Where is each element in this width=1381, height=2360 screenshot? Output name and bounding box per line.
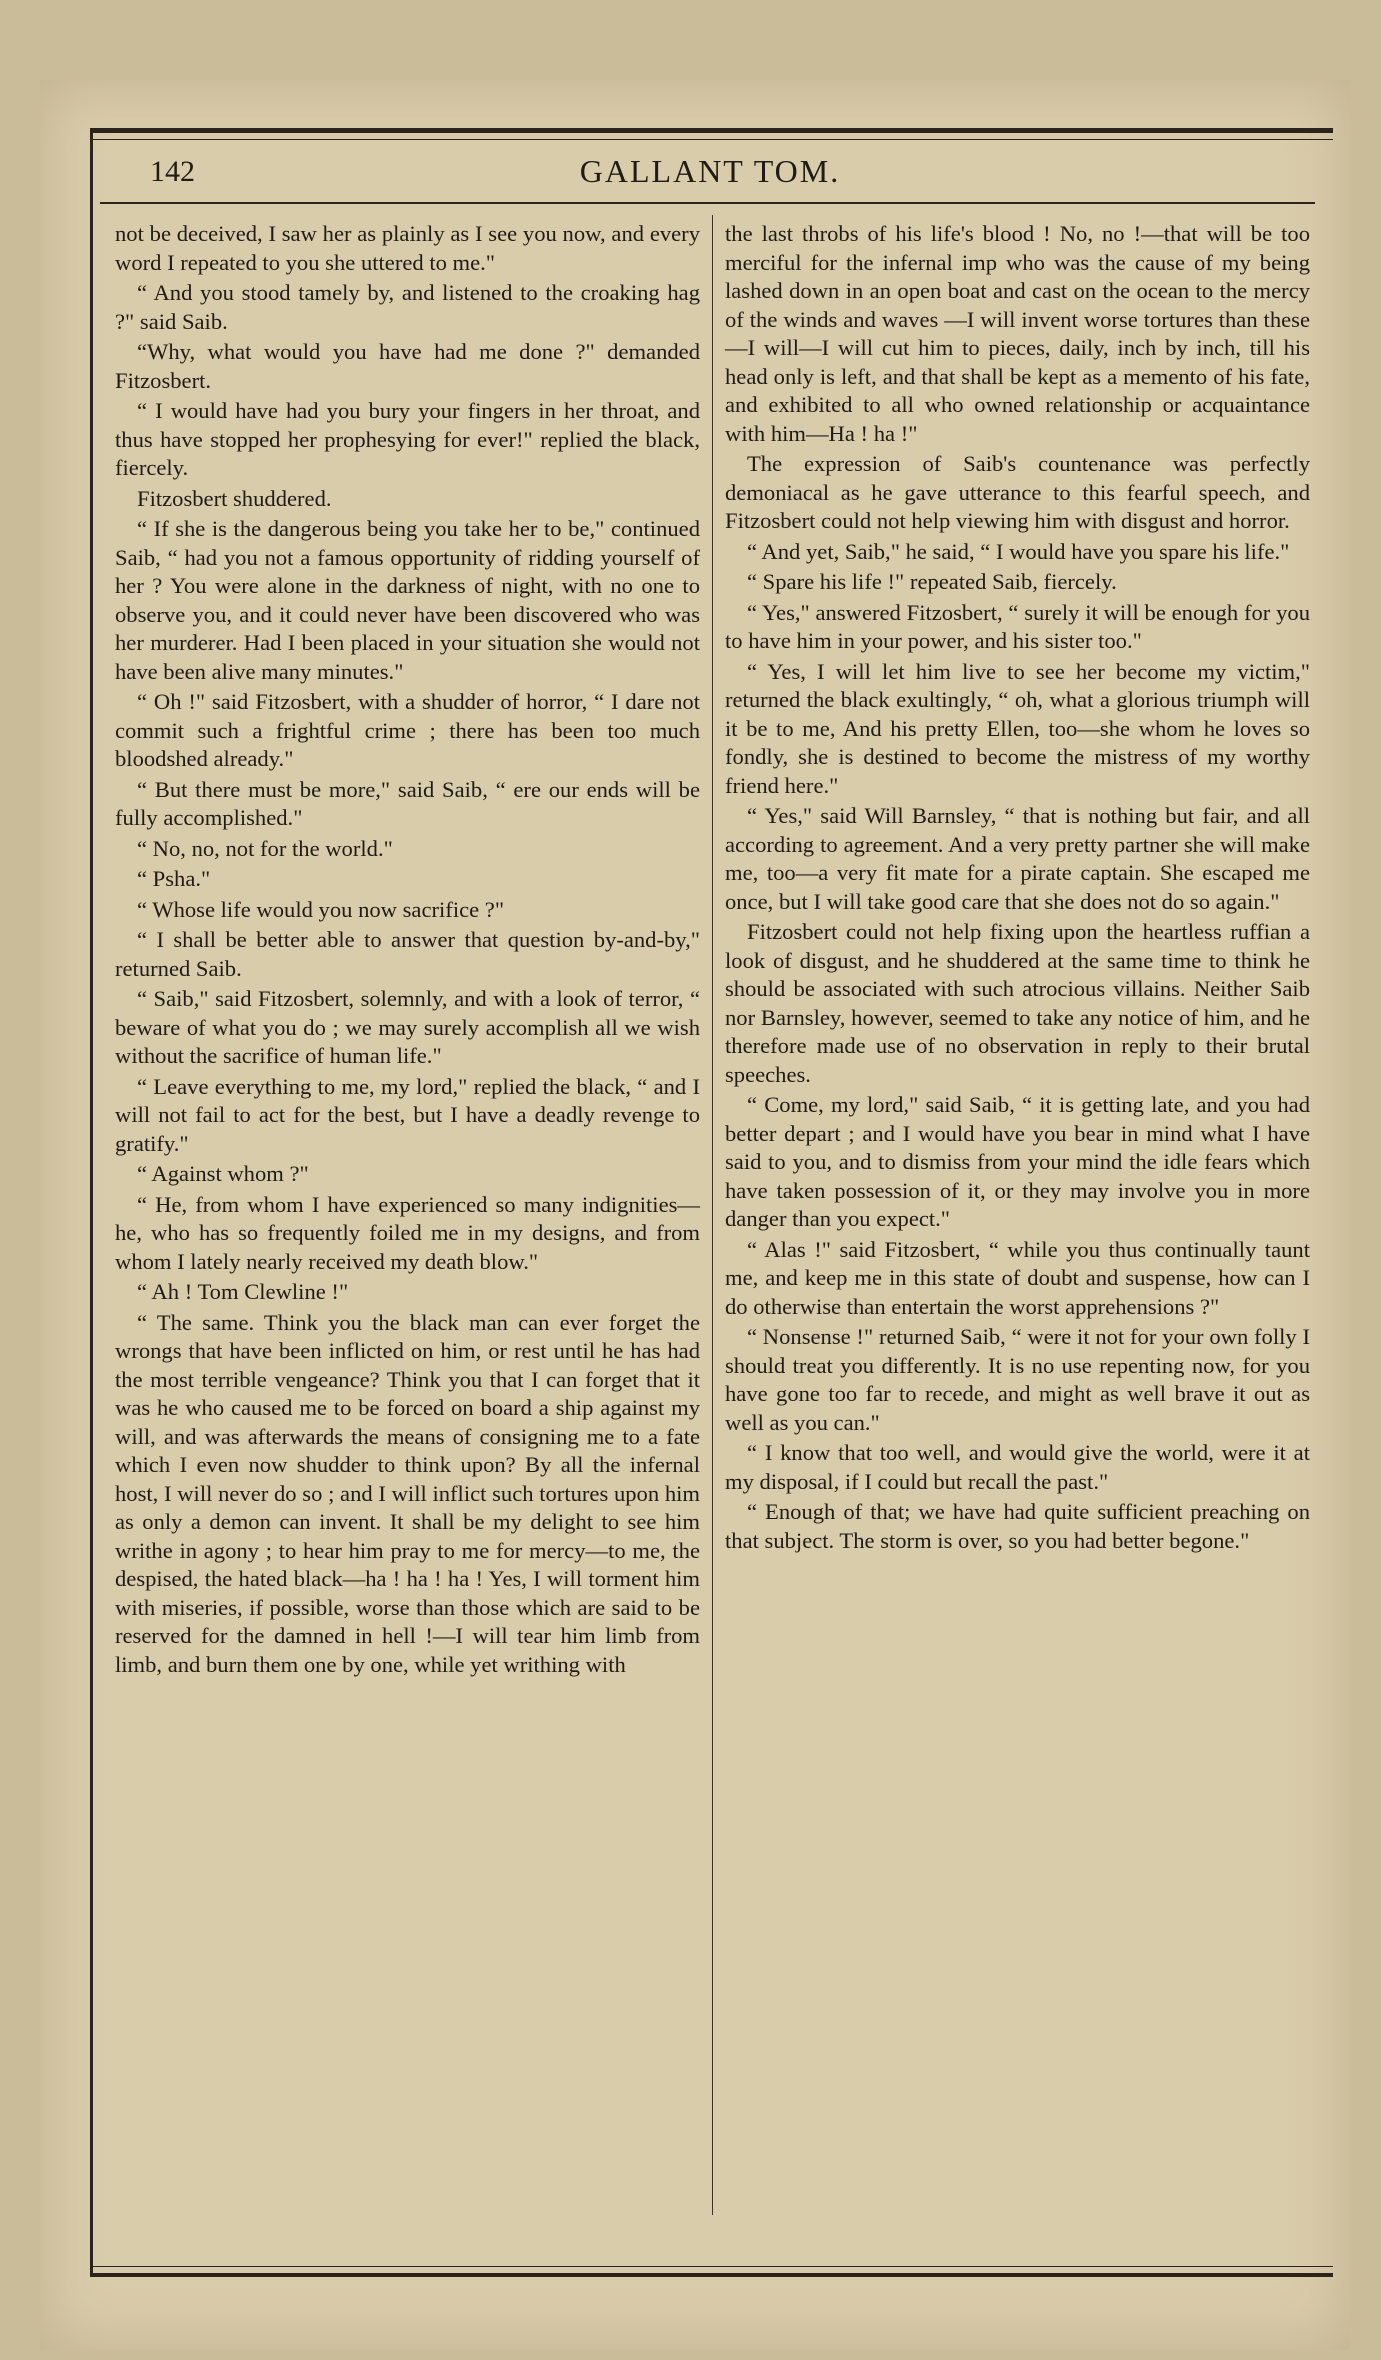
paragraph: The expression of Saib's countenance was perfectly demoniacal as he gave utterance to this fearful speech, and Fitzosbert could not help viewing him with disgust and horror. (725, 451, 1310, 533)
paragraph: “ Enough of that; we have had quite sufficient preaching on that subject. The storm is over, so you had better begone." (725, 1499, 1310, 1553)
paragraph: “ Yes, I will let him live to see her become my victim," returned the black exultingly, “ oh, what a glorious triumph will it be to me, And his pretty Ellen, too—she whom he loves so fondly, she is destined to become the mistress of my worthy friend here." (725, 658, 1310, 798)
paragraph: “ I know that too well, and would give the world, were it at my disposal, if I could but recall the past." (725, 1440, 1310, 1494)
paragraph: “ Yes," said Will Barnsley, “ that is nothing but fair, and all according to agreement. And a very pretty partner she will make me, too—a very fit mate for a pirate captain. She escaped me once, but I will take good care that she does not do so again." (725, 803, 1310, 914)
header-rule (100, 202, 1315, 204)
paragraph: Fitzosbert shuddered. (137, 485, 332, 511)
paragraph: “ Leave everything to me, my lord," replied the black, “ and I will not fail to act for the best, but I have a deadly revenge to gratify." (115, 1073, 700, 1156)
paragraph: “ And yet, Saib," he said, “ I would have you spare his life." (747, 538, 1290, 564)
paragraph: “ But there must be more," said Saib, “ ere our ends will be fully accomplished." (115, 776, 700, 830)
page-number: 142 (150, 155, 195, 188)
running-title: GALLANT TOM. (579, 153, 841, 189)
page-header (110, 145, 1310, 205)
paragraph: “ Come, my lord," said Saib, “ it is getting late, and you had better depart ; and I would have you bear in mind what I have said to you, and to dismiss from your mind the idle fears which have taken possession of it, or they may involve you in more danger than you expect." (725, 1092, 1310, 1231)
paragraph: “ Against whom ?" (137, 1161, 309, 1186)
paragraph: “ Yes," answered Fitzosbert, “ surely it will be enough for you to have him in your power, and his sister too." (725, 599, 1310, 653)
paragraph: “ Spare his life !" repeated Saib, fiercely. (747, 569, 1117, 594)
paragraph: “ Saib," said Fitzosbert, solemnly, and with a look of terror, “ beware of what you do ; we may surely accomplish all we wish without the sacrifice of human life." (115, 986, 700, 1068)
paragraph: “ Alas !" said Fitzosbert, “ while you thus continually taunt me, and keep me in this state of doubt and suspense, how can I do otherwise than entertain the worst apprehensions ?" (725, 1236, 1310, 1319)
paragraph: Fitzosbert could not help fixing upon the heartless ruffian a look of disgust, and he shuddered at the same time to think he should be associated with such atrocious villains. Neither Saib nor Barnsley, however, seemed to take any notice of him, and he therefore made use of no observation in reply to their brutal speeches. (725, 919, 1310, 1087)
paragraph: “ He, from whom I have experienced so many indignities—he, who has so frequently foiled me in my designs, and from whom I lately nearly received my death blow." (115, 1191, 700, 1274)
paragraph: “ No, no, not for the world." (137, 835, 393, 861)
paragraph: “ I shall be better able to answer that question by-and-by," returned Saib. (115, 927, 700, 981)
paragraph: not be deceived, I saw her as plainly as I see you now, and every word I repeated to you she uttered to me." (115, 221, 700, 275)
paragraph: “ Oh !" said Fitzosbert, with a shudder of horror, “ I dare not commit such a frightful crime ; there has been too much bloodshed already." (115, 689, 700, 771)
paragraph: “ Nonsense !" returned Saib, “ were it not for your own folly I should treat you differently. It is no use repenting now, for you have gone too far to recede, and might as well brave it out as well as you can." (725, 1324, 1310, 1435)
right-column (725, 220, 1310, 1557)
paragraph: “ Whose life would you now sacrifice ?" (137, 896, 505, 922)
paragraph: “ The same. Think you the black man can ever forget the wrongs that have been inflicted on him, or rest until he has had the most terrible vengeance? Think you that I can forget that it was he who caused me to be forced on board a ship against my will, and was afterwards the means of consigning me to a fate which I even now shudder to think upon? By all the infernal host, I will never do so ; and I will inflict such tortures upon him as only a demon can invent. It shall be my delight to see him writhe in agony ; to hear him pray to me for mercy—to me, the despised, the hated black—ha ! ha ! ha ! Yes, I will torment him with miseries, if possible, worse than those which are said to be reserved for the damned in hell !—I will tear him limb from limb, and burn them one by one, while yet writhing with (115, 1309, 700, 1677)
paragraph: the last throbs of his life's blood ! No, no !—that will be too merciful for the infernal imp who was the cause of my being lashed down in an open boat and cast on the ocean to the mercy of the winds and waves —I will invent worse tortures than these—I will—I will cut him to pieces, daily, inch by inch, till his head only is left, and that shall be kept as a memento of his fate, and exhibited to all who owned relationship or acquaintance with him—Ha ! ha !" (725, 221, 1310, 446)
paragraph: “ Ah ! Tom Clewline !" (137, 1279, 349, 1304)
paragraph: “Why, what would you have had me done ?" demanded Fitzosbert. (115, 339, 700, 393)
paragraph: “ I would have had you bury your fingers in her throat, and thus have stopped her prophesying for ever!" replied the black, fiercely. (115, 398, 700, 480)
paragraph: “ If she is the dangerous being you take her to be," continued Saib, “ had you not a famous opportunity of ridding yourself of her ? You were alone in the darkness of night, with no one to observe you, and it could never have been discovered who was her murderer. Had I been placed in your situation she would not have been alive many minutes." (115, 516, 700, 684)
column-divider (712, 215, 713, 2215)
left-column (115, 220, 700, 1681)
paragraph: “ And you stood tamely by, and listened to the croaking hag ?" said Saib. (115, 280, 700, 334)
paragraph: “ Psha." (137, 866, 211, 891)
